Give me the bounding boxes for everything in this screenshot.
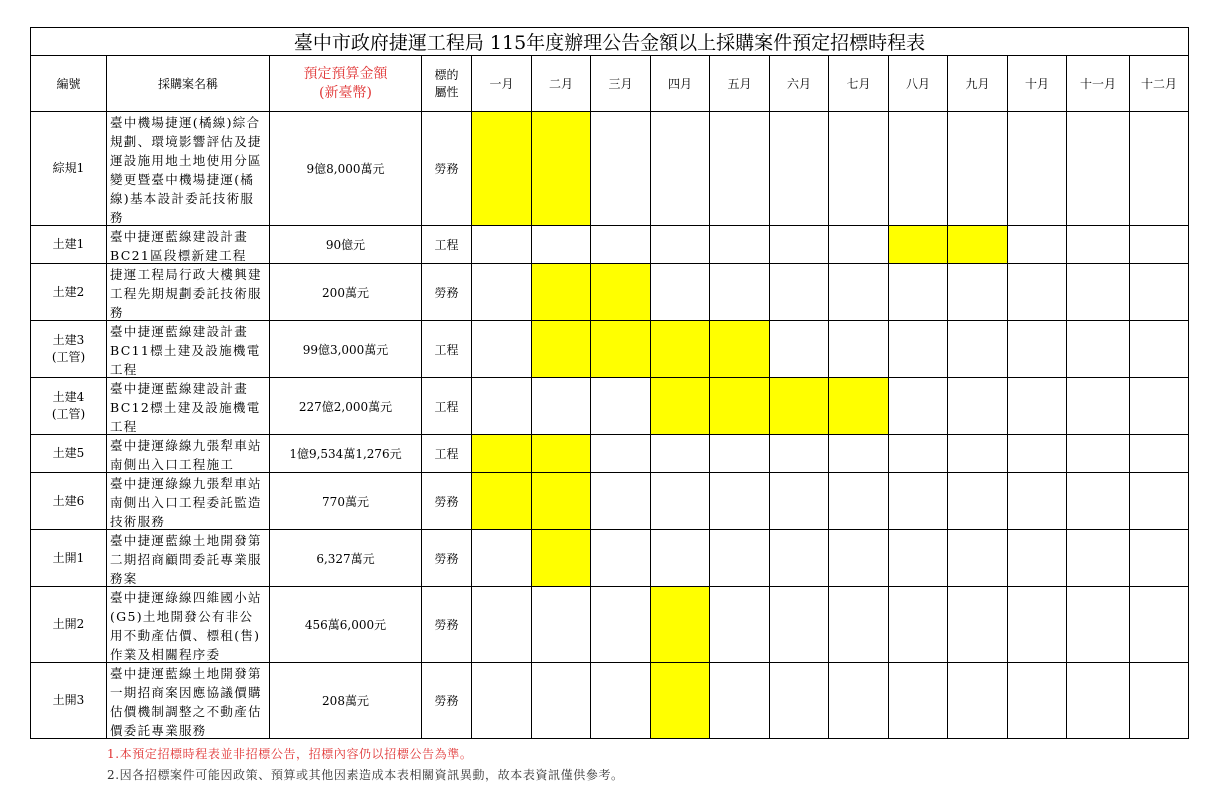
month-cell-10 bbox=[1008, 264, 1067, 321]
header-name: 採購案名稱 bbox=[107, 56, 270, 112]
month-cell-6 bbox=[770, 530, 829, 587]
header-type-line1: 標的 bbox=[434, 67, 459, 82]
month-cell-8 bbox=[889, 112, 948, 226]
month-cell-1 bbox=[472, 264, 532, 321]
month-cell-5 bbox=[710, 321, 770, 378]
month-cell-2 bbox=[532, 530, 591, 587]
row-type: 勞務 bbox=[422, 473, 472, 530]
table-row bbox=[31, 112, 1189, 226]
table-row bbox=[31, 264, 1189, 321]
month-cell-7 bbox=[829, 378, 889, 435]
month-cell-8 bbox=[889, 226, 948, 264]
month-cell-4 bbox=[651, 226, 710, 264]
header-type-line2: 屬性 bbox=[434, 84, 459, 99]
row-name bbox=[107, 378, 270, 435]
month-cell-10 bbox=[1008, 435, 1067, 473]
month-cell-12 bbox=[1130, 587, 1189, 663]
row-code-line1: 綜規1 bbox=[52, 161, 85, 175]
month-cell-7 bbox=[829, 264, 889, 321]
row-name-text: 臺中捷運綠線九張犁車站南側出入口工程施工 bbox=[110, 438, 262, 472]
row-code-line1: 土建1 bbox=[52, 237, 85, 251]
row-code-line1: 土開2 bbox=[52, 617, 85, 631]
month-cell-6 bbox=[770, 587, 829, 663]
month-cell-4 bbox=[651, 587, 710, 663]
row-amount: 208萬元 bbox=[270, 663, 422, 739]
month-cell-9 bbox=[948, 264, 1008, 321]
table-row bbox=[31, 587, 1189, 663]
month-cell-7 bbox=[829, 663, 889, 739]
header-month-3: 三月 bbox=[591, 56, 651, 112]
row-name-text: 臺中捷運綠線九張犁車站南側出入口工程委託監造技術服務 bbox=[110, 476, 262, 529]
month-cell-9 bbox=[948, 587, 1008, 663]
month-cell-3 bbox=[591, 530, 651, 587]
month-cell-11 bbox=[1067, 663, 1130, 739]
month-cell-3 bbox=[591, 112, 651, 226]
row-code bbox=[31, 587, 107, 663]
month-cell-1 bbox=[472, 435, 532, 473]
row-name-text: 臺中機場捷運(橘線)綜合規劃、環境影響評估及捷運設施用地土地使用分區變更暨臺中機場捷運(橘線)基本設計委託技術服務 bbox=[110, 115, 262, 225]
month-cell-6 bbox=[770, 226, 829, 264]
month-cell-8 bbox=[889, 587, 948, 663]
month-cell-11 bbox=[1067, 587, 1130, 663]
row-code bbox=[31, 663, 107, 739]
row-name bbox=[107, 473, 270, 530]
month-cell-3 bbox=[591, 378, 651, 435]
month-cell-1 bbox=[472, 530, 532, 587]
month-cell-2 bbox=[532, 378, 591, 435]
row-code bbox=[31, 378, 107, 435]
page-title: 臺中市政府捷運工程局 115年度辦理公告金額以上採購案件預定招標時程表 bbox=[31, 28, 1189, 56]
month-cell-8 bbox=[889, 321, 948, 378]
row-name bbox=[107, 321, 270, 378]
month-cell-9 bbox=[948, 112, 1008, 226]
month-cell-11 bbox=[1067, 473, 1130, 530]
month-cell-12 bbox=[1130, 378, 1189, 435]
header-budget-line1: 預定預算金額 bbox=[303, 65, 388, 82]
month-cell-8 bbox=[889, 435, 948, 473]
month-cell-9 bbox=[948, 321, 1008, 378]
month-cell-4 bbox=[651, 473, 710, 530]
month-cell-1 bbox=[472, 226, 532, 264]
month-cell-4 bbox=[651, 435, 710, 473]
month-cell-8 bbox=[889, 473, 948, 530]
row-code bbox=[31, 112, 107, 226]
month-cell-6 bbox=[770, 112, 829, 226]
row-code bbox=[31, 530, 107, 587]
table-row bbox=[31, 473, 1189, 530]
month-cell-6 bbox=[770, 663, 829, 739]
row-type: 工程 bbox=[422, 321, 472, 378]
month-cell-7 bbox=[829, 435, 889, 473]
month-cell-12 bbox=[1130, 226, 1189, 264]
month-cell-2 bbox=[532, 226, 591, 264]
month-cell-11 bbox=[1067, 378, 1130, 435]
row-amount: 227億2,000萬元 bbox=[270, 378, 422, 435]
month-cell-8 bbox=[889, 663, 948, 739]
row-type: 勞務 bbox=[422, 530, 472, 587]
notes bbox=[107, 744, 624, 786]
row-amount: 1億9,534萬1,276元 bbox=[270, 435, 422, 473]
row-name bbox=[107, 435, 270, 473]
table-row bbox=[31, 435, 1189, 473]
month-cell-7 bbox=[829, 587, 889, 663]
row-name-text: 臺中捷運綠線四維國小站(G5)土地開發公有非公用不動產估價、標租(售)作業及相關程序委 bbox=[110, 590, 262, 662]
month-cell-4 bbox=[651, 663, 710, 739]
month-cell-10 bbox=[1008, 226, 1067, 264]
row-code-line2: (工管) bbox=[51, 407, 86, 421]
row-code bbox=[31, 264, 107, 321]
header-budget bbox=[270, 56, 422, 112]
row-name-text: 臺中捷運藍線建設計畫BC11標土建及設施機電工程 bbox=[110, 324, 261, 377]
month-cell-7 bbox=[829, 321, 889, 378]
row-amount: 99億3,000萬元 bbox=[270, 321, 422, 378]
row-type: 勞務 bbox=[422, 663, 472, 739]
month-cell-6 bbox=[770, 435, 829, 473]
month-cell-3 bbox=[591, 264, 651, 321]
row-amount: 6,327萬元 bbox=[270, 530, 422, 587]
month-cell-2 bbox=[532, 663, 591, 739]
month-cell-5 bbox=[710, 264, 770, 321]
row-code-line2: (工管) bbox=[51, 350, 86, 364]
month-cell-3 bbox=[591, 226, 651, 264]
month-cell-6 bbox=[770, 378, 829, 435]
header-month-2: 二月 bbox=[532, 56, 591, 112]
month-cell-7 bbox=[829, 112, 889, 226]
header-month-10: 十月 bbox=[1008, 56, 1067, 112]
month-cell-5 bbox=[710, 473, 770, 530]
month-cell-1 bbox=[472, 587, 532, 663]
row-name bbox=[107, 530, 270, 587]
month-cell-6 bbox=[770, 473, 829, 530]
row-code-line1: 土建2 bbox=[52, 284, 85, 299]
month-cell-5 bbox=[710, 112, 770, 226]
row-code-line1: 土開1 bbox=[52, 550, 85, 565]
row-code bbox=[31, 226, 107, 264]
month-cell-10 bbox=[1008, 530, 1067, 587]
month-cell-7 bbox=[829, 226, 889, 264]
row-code bbox=[31, 321, 107, 378]
month-cell-11 bbox=[1067, 264, 1130, 321]
month-cell-1 bbox=[472, 112, 532, 226]
row-name bbox=[107, 226, 270, 264]
month-cell-3 bbox=[591, 435, 651, 473]
table-row bbox=[31, 321, 1189, 378]
month-cell-5 bbox=[710, 226, 770, 264]
row-name-text: 臺中捷運藍線建設計畫BC21區段標新建工程 bbox=[110, 229, 249, 263]
row-name-text: 捷運工程局行政大樓興建工程先期規劃委託技術服務 bbox=[110, 267, 262, 320]
month-cell-10 bbox=[1008, 378, 1067, 435]
month-cell-12 bbox=[1130, 663, 1189, 739]
month-cell-1 bbox=[472, 663, 532, 739]
row-amount: 9億8,000萬元 bbox=[270, 112, 422, 226]
month-cell-2 bbox=[532, 112, 591, 226]
table-row bbox=[31, 226, 1189, 264]
month-cell-9 bbox=[948, 473, 1008, 530]
month-cell-11 bbox=[1067, 112, 1130, 226]
month-cell-12 bbox=[1130, 321, 1189, 378]
month-cell-3 bbox=[591, 321, 651, 378]
row-amount: 200萬元 bbox=[270, 264, 422, 321]
month-cell-10 bbox=[1008, 473, 1067, 530]
row-name-text: 臺中捷運藍線土地開發第二期招商顧問委託專業服務案 bbox=[110, 533, 262, 586]
row-type: 勞務 bbox=[422, 112, 472, 226]
month-cell-9 bbox=[948, 378, 1008, 435]
month-cell-10 bbox=[1008, 663, 1067, 739]
row-amount: 456萬6,000元 bbox=[270, 587, 422, 663]
month-cell-5 bbox=[710, 435, 770, 473]
row-code bbox=[31, 473, 107, 530]
header-budget-line2: (新臺幣) bbox=[319, 84, 372, 101]
row-name bbox=[107, 663, 270, 739]
row-name bbox=[107, 264, 270, 321]
month-cell-4 bbox=[651, 112, 710, 226]
note-1: 1.本預定招標時程表並非招標公告，招標內容仍以招標公告為準。 bbox=[107, 747, 473, 761]
row-type: 勞務 bbox=[422, 264, 472, 321]
row-name bbox=[107, 587, 270, 663]
header-month-11: 十一月 bbox=[1067, 56, 1130, 112]
month-cell-1 bbox=[472, 321, 532, 378]
row-name bbox=[107, 112, 270, 226]
month-cell-12 bbox=[1130, 264, 1189, 321]
header-code: 編號 bbox=[31, 56, 107, 112]
header-month-6: 六月 bbox=[770, 56, 829, 112]
month-cell-11 bbox=[1067, 226, 1130, 264]
row-code-line1: 土建6 bbox=[52, 493, 85, 508]
month-cell-7 bbox=[829, 473, 889, 530]
month-cell-4 bbox=[651, 378, 710, 435]
header-month-7: 七月 bbox=[829, 56, 889, 112]
month-cell-5 bbox=[710, 663, 770, 739]
header-month-4: 四月 bbox=[651, 56, 710, 112]
header-month-9: 九月 bbox=[948, 56, 1008, 112]
month-cell-6 bbox=[770, 264, 829, 321]
month-cell-1 bbox=[472, 473, 532, 530]
row-code-line1: 土建4 bbox=[52, 390, 85, 404]
month-cell-3 bbox=[591, 663, 651, 739]
header-row bbox=[31, 56, 1189, 112]
month-cell-3 bbox=[591, 473, 651, 530]
month-cell-9 bbox=[948, 226, 1008, 264]
month-cell-10 bbox=[1008, 321, 1067, 378]
row-type: 工程 bbox=[422, 378, 472, 435]
month-cell-10 bbox=[1008, 587, 1067, 663]
month-cell-11 bbox=[1067, 530, 1130, 587]
month-cell-5 bbox=[710, 587, 770, 663]
month-cell-1 bbox=[472, 378, 532, 435]
header-month-12: 十二月 bbox=[1130, 56, 1189, 112]
month-cell-3 bbox=[591, 587, 651, 663]
month-cell-7 bbox=[829, 530, 889, 587]
month-cell-8 bbox=[889, 530, 948, 587]
row-name-text: 臺中捷運藍線建設計畫BC12標土建及設施機電工程 bbox=[110, 381, 261, 434]
month-cell-10 bbox=[1008, 112, 1067, 226]
month-cell-11 bbox=[1067, 435, 1130, 473]
note-2: 2.因各招標案件可能因政策、預算或其他因素造成本表相關資訊異動，故本表資訊僅供參考。 bbox=[107, 768, 624, 782]
month-cell-9 bbox=[948, 530, 1008, 587]
month-cell-2 bbox=[532, 321, 591, 378]
row-code bbox=[31, 435, 107, 473]
month-cell-11 bbox=[1067, 321, 1130, 378]
header-month-1: 一月 bbox=[472, 56, 532, 112]
month-cell-9 bbox=[948, 435, 1008, 473]
month-cell-12 bbox=[1130, 530, 1189, 587]
month-cell-12 bbox=[1130, 112, 1189, 226]
row-name-text: 臺中捷運藍線土地開發第一期招商案因應協議價購估價機制調整之不動產估價委託專業服務 bbox=[110, 666, 262, 738]
row-code-line1: 土建3 bbox=[52, 333, 85, 347]
month-cell-4 bbox=[651, 264, 710, 321]
month-cell-5 bbox=[710, 530, 770, 587]
month-cell-8 bbox=[889, 264, 948, 321]
row-amount: 770萬元 bbox=[270, 473, 422, 530]
month-cell-2 bbox=[532, 435, 591, 473]
row-amount: 90億元 bbox=[270, 226, 422, 264]
header-type bbox=[422, 56, 472, 112]
month-cell-6 bbox=[770, 321, 829, 378]
table-row bbox=[31, 530, 1189, 587]
month-cell-2 bbox=[532, 473, 591, 530]
month-cell-4 bbox=[651, 530, 710, 587]
row-code-line1: 土開3 bbox=[52, 693, 85, 707]
month-cell-2 bbox=[532, 264, 591, 321]
row-code-line1: 土建5 bbox=[52, 446, 85, 460]
row-type: 勞務 bbox=[422, 587, 472, 663]
month-cell-12 bbox=[1130, 435, 1189, 473]
month-cell-2 bbox=[532, 587, 591, 663]
month-cell-5 bbox=[710, 378, 770, 435]
month-cell-8 bbox=[889, 378, 948, 435]
row-type: 工程 bbox=[422, 435, 472, 473]
table-row bbox=[31, 663, 1189, 739]
month-cell-12 bbox=[1130, 473, 1189, 530]
header-month-5: 五月 bbox=[710, 56, 770, 112]
header-month-8: 八月 bbox=[889, 56, 948, 112]
row-type: 工程 bbox=[422, 226, 472, 264]
schedule-table bbox=[30, 27, 1189, 739]
month-cell-9 bbox=[948, 663, 1008, 739]
table-row bbox=[31, 378, 1189, 435]
month-cell-4 bbox=[651, 321, 710, 378]
